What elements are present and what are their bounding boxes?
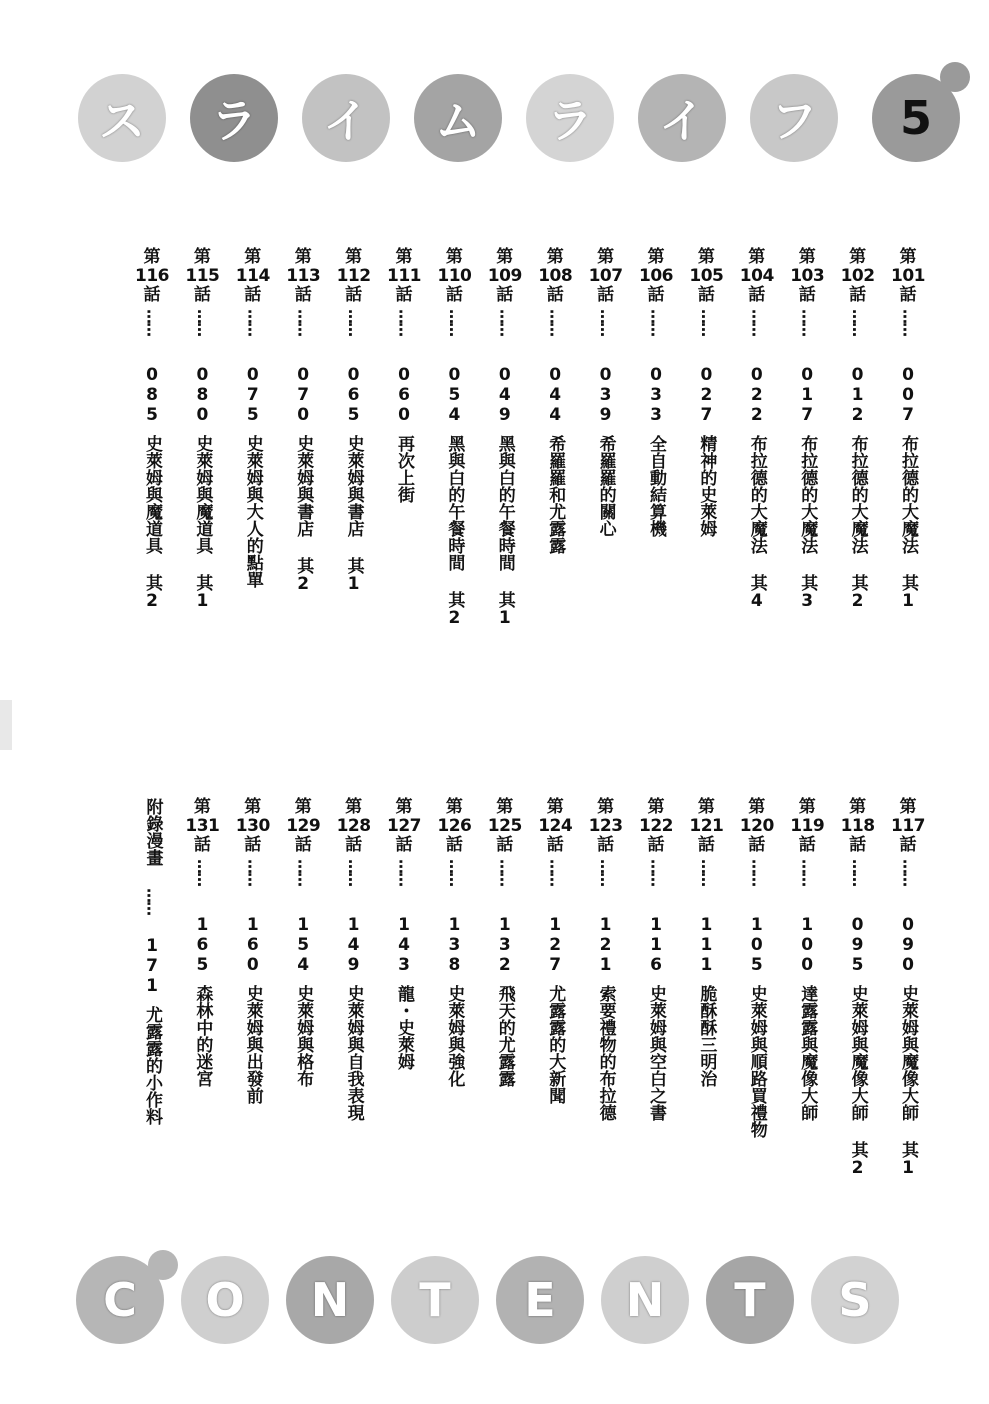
chapter-suffix: 話 bbox=[445, 285, 463, 305]
page-number: 085 bbox=[142, 365, 162, 425]
leader-dots: …… bbox=[899, 309, 918, 335]
chapter-number: 119 bbox=[790, 816, 825, 836]
chapter-number: 122 bbox=[639, 816, 673, 836]
left-edge-mark bbox=[0, 700, 12, 750]
toc-entry bbox=[580, 248, 632, 537]
chapter-suffix: 話 bbox=[395, 835, 413, 855]
toc-entry bbox=[176, 798, 228, 1087]
leader-dots: …… bbox=[849, 309, 868, 335]
chapter-number: 109 bbox=[487, 266, 522, 286]
page-number: 171 bbox=[142, 936, 162, 996]
contents-letter-bubble: T bbox=[706, 1256, 794, 1344]
page-number: 027 bbox=[696, 365, 717, 425]
chapter-label bbox=[639, 798, 673, 855]
chapter-title: 史萊姆與書店 其1 bbox=[343, 435, 364, 594]
chapter-suffix: 話 bbox=[597, 835, 615, 855]
leader-dots: …… bbox=[748, 309, 767, 335]
chapter-prefix: 第 bbox=[193, 797, 211, 817]
chapter-title: 全自動結算機 bbox=[646, 435, 666, 537]
chapter-prefix: 第 bbox=[143, 247, 161, 267]
chapter-number: 110 bbox=[437, 266, 472, 286]
chapter-prefix: 第 bbox=[244, 797, 262, 817]
leader-dots: …… bbox=[193, 309, 212, 335]
chapter-number: 127 bbox=[387, 816, 421, 836]
page-number: 044 bbox=[545, 365, 566, 425]
chapter-prefix: 第 bbox=[496, 797, 514, 817]
chapter-suffix: 話 bbox=[244, 285, 262, 305]
toc-entry bbox=[428, 798, 480, 1087]
chapter-title: 史萊姆與格布 bbox=[293, 985, 314, 1087]
toc-entry bbox=[227, 248, 279, 588]
contents-letter-bubble: O bbox=[181, 1256, 269, 1344]
toc-entry bbox=[479, 798, 531, 1087]
toc-entry bbox=[277, 798, 329, 1087]
chapter-title: 脆酥酥三明治 bbox=[696, 985, 717, 1087]
chapter-title: 史萊姆與魔道具 其2 bbox=[142, 435, 162, 611]
page-number: 132 bbox=[494, 915, 515, 975]
toc-entry bbox=[680, 248, 732, 537]
title-char-bubble: イ bbox=[638, 74, 726, 162]
chapter-title: 尤露露的大新聞 bbox=[545, 985, 566, 1104]
chapter-suffix: 話 bbox=[647, 285, 665, 305]
chapter-label bbox=[236, 248, 270, 305]
chapter-title: 史萊姆與魔道具 其1 bbox=[192, 435, 213, 611]
contents-letter-bubble: E bbox=[496, 1256, 584, 1344]
contents-letter-bubble: S bbox=[811, 1256, 899, 1344]
leader-dots: …… bbox=[445, 309, 464, 335]
leader-dots: …… bbox=[798, 859, 817, 885]
toc-entry bbox=[529, 798, 581, 1104]
toc-entry bbox=[126, 248, 178, 611]
chapter-title: 黑與白的午餐時間 其2 bbox=[444, 435, 465, 628]
chapter-number: 104 bbox=[739, 266, 774, 286]
chapter-prefix: 第 bbox=[899, 797, 917, 817]
chapter-prefix: 第 bbox=[445, 247, 463, 267]
chapter-prefix: 第 bbox=[697, 797, 715, 817]
chapter-number: 128 bbox=[336, 816, 371, 836]
toc-entry bbox=[630, 248, 682, 537]
chapter-title: 再次上街 bbox=[394, 435, 414, 503]
chapter-title: 史萊姆與順路買禮物 bbox=[746, 985, 767, 1138]
toc-entry bbox=[227, 798, 279, 1104]
page-number: 017 bbox=[797, 365, 818, 425]
chapter-suffix: 話 bbox=[143, 285, 161, 305]
title-char-bubble: フ bbox=[750, 74, 838, 162]
contents-letter-bubble: C bbox=[76, 1256, 164, 1344]
chapter-number: 131 bbox=[185, 816, 220, 836]
chapter-title: 希羅羅的關心 bbox=[595, 435, 616, 537]
chapter-prefix: 第 bbox=[849, 797, 867, 817]
chapter-prefix: 第 bbox=[395, 247, 413, 267]
page-number: 070 bbox=[293, 365, 314, 425]
chapter-number: 108 bbox=[538, 266, 573, 286]
chapter-label bbox=[337, 798, 371, 855]
leader-dots: …… bbox=[294, 859, 313, 885]
chapter-suffix: 話 bbox=[647, 835, 665, 855]
chapter-suffix: 話 bbox=[597, 285, 615, 305]
chapter-label bbox=[286, 798, 320, 855]
chapter-title: 飛天的尤露露 bbox=[494, 985, 515, 1087]
chapter-title: 史萊姆與強化 bbox=[444, 985, 465, 1087]
page-number: 033 bbox=[646, 365, 666, 425]
toc-entry bbox=[529, 248, 581, 554]
chapter-prefix: 第 bbox=[294, 247, 312, 267]
chapter-suffix: 話 bbox=[193, 285, 211, 305]
chapter-suffix: 話 bbox=[849, 835, 867, 855]
page-number: 121 bbox=[595, 915, 616, 975]
title-char-bubble: ム bbox=[414, 74, 502, 162]
chapter-label bbox=[790, 798, 824, 855]
toc-entry bbox=[328, 798, 380, 1121]
chapter-title: 史萊姆與空白之書 bbox=[646, 985, 666, 1121]
leader-dots: …… bbox=[445, 859, 464, 885]
chapter-label bbox=[740, 248, 774, 305]
chapter-label bbox=[488, 248, 522, 305]
chapter-suffix: 話 bbox=[849, 285, 867, 305]
chapter-prefix: 第 bbox=[798, 247, 816, 267]
title-char-bubble: イ bbox=[302, 74, 390, 162]
volume-number-bubble: 5 bbox=[872, 74, 960, 162]
chapter-number: 130 bbox=[235, 816, 270, 836]
chapter-number: 129 bbox=[286, 816, 321, 836]
chapter-title: 達露露與魔像大師 bbox=[797, 985, 818, 1121]
chapter-suffix: 話 bbox=[496, 835, 514, 855]
page-number: 160 bbox=[242, 915, 263, 975]
chapter-prefix: 第 bbox=[899, 247, 917, 267]
page-number: 116 bbox=[646, 915, 666, 975]
toc-entry bbox=[479, 248, 531, 628]
chapter-title: 森林中的迷宮 bbox=[192, 985, 213, 1087]
chapter-title: 希羅羅和尤露露 bbox=[545, 435, 566, 554]
leader-dots: …… bbox=[395, 859, 414, 885]
chapter-label bbox=[185, 248, 219, 305]
chapter-number: 124 bbox=[538, 816, 573, 836]
chapter-prefix: 第 bbox=[748, 797, 766, 817]
chapter-label bbox=[437, 248, 471, 305]
chapter-label bbox=[740, 798, 774, 855]
chapter-number: 113 bbox=[286, 266, 321, 286]
leader-dots: …… bbox=[647, 859, 666, 885]
chapter-title: 龍・史萊姆 bbox=[394, 985, 414, 1070]
page-number: 007 bbox=[898, 365, 918, 425]
page-number: 054 bbox=[444, 365, 465, 425]
leader-dots: …… bbox=[496, 859, 515, 885]
page-number: 105 bbox=[746, 915, 767, 975]
chapter-prefix: 第 bbox=[546, 797, 564, 817]
series-title bbox=[78, 62, 958, 172]
toc-entry bbox=[580, 798, 632, 1121]
title-char-bubble: ラ bbox=[526, 74, 614, 162]
chapter-title: 索要禮物的布拉德 bbox=[595, 985, 616, 1121]
page-number: 065 bbox=[343, 365, 364, 425]
contents-letter-bubble: N bbox=[601, 1256, 689, 1344]
chapter-label bbox=[143, 798, 162, 866]
page-number: 090 bbox=[898, 915, 918, 975]
toc-entry bbox=[680, 798, 732, 1087]
chapter-suffix: 話 bbox=[899, 285, 917, 305]
chapter-number: 121 bbox=[689, 816, 724, 836]
leader-dots: …… bbox=[597, 859, 616, 885]
chapter-number: 105 bbox=[689, 266, 724, 286]
page-number: 080 bbox=[192, 365, 213, 425]
chapter-prefix: 第 bbox=[395, 797, 413, 817]
chapter-title: 精神的史萊姆 bbox=[696, 435, 717, 537]
leader-dots: …… bbox=[193, 859, 212, 885]
chapter-suffix: 話 bbox=[345, 285, 363, 305]
page-number: 075 bbox=[242, 365, 263, 425]
chapter-suffix: 話 bbox=[294, 285, 312, 305]
chapter-suffix: 話 bbox=[798, 285, 816, 305]
chapter-title: 布拉德的大魔法 其2 bbox=[847, 435, 868, 611]
page-number: 165 bbox=[192, 915, 213, 975]
toc-entry bbox=[378, 798, 430, 1070]
leader-dots: …… bbox=[798, 309, 817, 335]
chapter-suffix: 話 bbox=[899, 835, 917, 855]
leader-dots: …… bbox=[244, 309, 263, 335]
contents-letter-bubble: T bbox=[391, 1256, 479, 1344]
leader-dots: …… bbox=[697, 309, 716, 335]
chapter-suffix: 話 bbox=[546, 835, 564, 855]
leader-dots: …… bbox=[899, 859, 918, 885]
chapter-label bbox=[841, 248, 875, 305]
chapter-number: 112 bbox=[336, 266, 371, 286]
chapter-suffix: 話 bbox=[496, 285, 514, 305]
chapter-title: 尤露露的小作料 bbox=[142, 1006, 162, 1125]
chapter-label bbox=[488, 798, 522, 855]
toc-entry bbox=[176, 248, 228, 611]
chapter-label bbox=[589, 248, 623, 305]
toc-entry bbox=[882, 248, 934, 611]
chapter-label bbox=[689, 248, 723, 305]
chapter-suffix: 話 bbox=[244, 835, 262, 855]
toc-entry bbox=[731, 248, 783, 611]
chapter-number: 126 bbox=[437, 816, 472, 836]
chapter-label bbox=[538, 798, 572, 855]
chapter-suffix: 話 bbox=[798, 835, 816, 855]
chapter-number: 102 bbox=[840, 266, 875, 286]
chapter-number: 101 bbox=[891, 266, 925, 286]
leader-dots: …… bbox=[345, 859, 364, 885]
leader-dots: …… bbox=[647, 309, 666, 335]
page-number: 149 bbox=[343, 915, 364, 975]
toc-entry bbox=[731, 798, 783, 1138]
chapter-label bbox=[387, 248, 421, 305]
page-number: 012 bbox=[847, 365, 868, 425]
chapter-prefix: 第 bbox=[445, 797, 463, 817]
leader-dots: …… bbox=[143, 888, 162, 914]
chapter-suffix: 話 bbox=[395, 285, 413, 305]
chapter-label bbox=[589, 798, 623, 855]
page-number: 060 bbox=[394, 365, 414, 425]
chapter-prefix: 第 bbox=[647, 797, 665, 817]
chapter-suffix: 話 bbox=[193, 835, 211, 855]
chapter-label bbox=[437, 798, 471, 855]
chapter-prefix: 第 bbox=[345, 247, 363, 267]
chapter-number: 118 bbox=[840, 816, 875, 836]
chapter-label bbox=[236, 798, 270, 855]
toc-entry bbox=[832, 248, 884, 611]
leader-dots: …… bbox=[748, 859, 767, 885]
chapter-label bbox=[790, 248, 824, 305]
chapter-title: 布拉德的大魔法 其4 bbox=[746, 435, 767, 611]
leader-dots: …… bbox=[546, 859, 565, 885]
chapter-number: 103 bbox=[790, 266, 825, 286]
chapter-label bbox=[286, 248, 320, 305]
contents-letter-bubble: N bbox=[286, 1256, 374, 1344]
chapter-prefix: 第 bbox=[798, 797, 816, 817]
chapter-suffix: 話 bbox=[546, 285, 564, 305]
chapter-prefix: 第 bbox=[597, 247, 615, 267]
page-number: 049 bbox=[494, 365, 515, 425]
chapter-number: 115 bbox=[185, 266, 220, 286]
chapter-title: 布拉德的大魔法 其1 bbox=[898, 435, 918, 611]
toc-entry bbox=[630, 798, 682, 1121]
chapter-prefix: 第 bbox=[294, 797, 312, 817]
chapter-number: 117 bbox=[891, 816, 925, 836]
toc-entry bbox=[328, 248, 380, 594]
chapter-title: 黑與白的午餐時間 其1 bbox=[494, 435, 515, 628]
chapter-number: 107 bbox=[588, 266, 623, 286]
page-number: 022 bbox=[746, 365, 767, 425]
chapter-number: 106 bbox=[639, 266, 673, 286]
leader-dots: …… bbox=[294, 309, 313, 335]
chapter-title: 史萊姆與大人的點單 bbox=[242, 435, 263, 588]
leader-dots: …… bbox=[345, 309, 364, 335]
contents-heading bbox=[76, 1240, 966, 1360]
chapter-suffix: 話 bbox=[697, 285, 715, 305]
chapter-prefix: 第 bbox=[345, 797, 363, 817]
title-char-bubble: ラ bbox=[190, 74, 278, 162]
chapter-title: 布拉德的大魔法 其3 bbox=[797, 435, 818, 611]
page-number: 095 bbox=[847, 915, 868, 975]
toc-entry bbox=[882, 798, 934, 1178]
chapter-suffix: 話 bbox=[445, 835, 463, 855]
contents-list-bottom bbox=[100, 797, 925, 1238]
chapter-number: 120 bbox=[739, 816, 774, 836]
leader-dots: …… bbox=[546, 309, 565, 335]
chapter-number: 125 bbox=[487, 816, 522, 836]
toc-entry bbox=[832, 798, 884, 1178]
chapter-label bbox=[538, 248, 572, 305]
leader-dots: …… bbox=[395, 309, 414, 335]
toc-entry bbox=[126, 798, 178, 1125]
page-number: 143 bbox=[394, 915, 414, 975]
chapter-title: 史萊姆與魔像大師 其1 bbox=[898, 985, 918, 1178]
toc-entry bbox=[428, 248, 480, 628]
page-number: 111 bbox=[696, 915, 717, 975]
leader-dots: …… bbox=[597, 309, 616, 335]
page-number: 138 bbox=[444, 915, 465, 975]
chapter-suffix: 話 bbox=[345, 835, 363, 855]
chapter-label bbox=[639, 248, 673, 305]
chapter-title: 史萊姆與自我表現 bbox=[343, 985, 364, 1121]
chapter-number: 116 bbox=[135, 266, 169, 286]
chapter-prefix: 第 bbox=[597, 797, 615, 817]
toc-entry bbox=[781, 248, 833, 611]
chapter-title: 史萊姆與出發前 bbox=[242, 985, 263, 1104]
contents-list-top bbox=[100, 247, 925, 668]
toc-entry bbox=[378, 248, 430, 503]
chapter-title: 史萊姆與魔像大師 其2 bbox=[847, 985, 868, 1178]
chapter-label bbox=[841, 798, 875, 855]
chapter-suffix: 話 bbox=[748, 285, 766, 305]
chapter-prefix: 第 bbox=[496, 247, 514, 267]
chapter-prefix: 第 bbox=[193, 247, 211, 267]
leader-dots: …… bbox=[496, 309, 515, 335]
chapter-label bbox=[891, 248, 925, 305]
chapter-title: 史萊姆與書店 其2 bbox=[293, 435, 314, 594]
title-char-bubble: ス bbox=[78, 74, 166, 162]
leader-dots: …… bbox=[849, 859, 868, 885]
chapter-prefix: 第 bbox=[244, 247, 262, 267]
chapter-suffix: 話 bbox=[748, 835, 766, 855]
leader-dots: …… bbox=[143, 309, 162, 335]
page-number: 100 bbox=[797, 915, 818, 975]
chapter-label bbox=[689, 798, 723, 855]
leader-dots: …… bbox=[697, 859, 716, 885]
chapter-label bbox=[891, 798, 925, 855]
chapter-label bbox=[337, 248, 371, 305]
chapter-label bbox=[185, 798, 219, 855]
toc-entry bbox=[277, 248, 329, 594]
chapter-number: 111 bbox=[387, 266, 421, 286]
chapter-number: 114 bbox=[235, 266, 270, 286]
page-number: 127 bbox=[545, 915, 566, 975]
toc-entry bbox=[781, 798, 833, 1121]
chapter-prefix: 第 bbox=[849, 247, 867, 267]
page-number: 039 bbox=[595, 365, 616, 425]
chapter-prefix: 附錄漫畫 bbox=[142, 798, 163, 866]
chapter-prefix: 第 bbox=[697, 247, 715, 267]
chapter-prefix: 第 bbox=[748, 247, 766, 267]
chapter-label bbox=[135, 248, 169, 305]
chapter-label bbox=[387, 798, 421, 855]
chapter-suffix: 話 bbox=[697, 835, 715, 855]
chapter-suffix: 話 bbox=[294, 835, 312, 855]
chapter-prefix: 第 bbox=[647, 247, 665, 267]
chapter-prefix: 第 bbox=[546, 247, 564, 267]
chapter-number: 123 bbox=[588, 816, 623, 836]
leader-dots: …… bbox=[244, 859, 263, 885]
page-number: 154 bbox=[293, 915, 314, 975]
